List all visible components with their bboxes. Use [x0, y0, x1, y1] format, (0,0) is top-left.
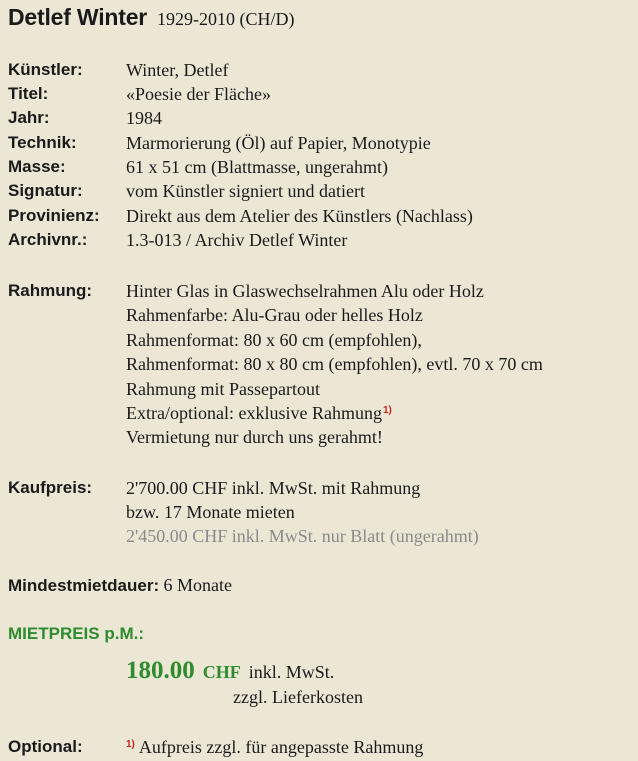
framing-line: Hinter Glas in Glaswechselrahmen Alu oder Holz: [126, 281, 484, 301]
detail-value: «Poesie der Fläche»: [126, 84, 271, 104]
rent-amount: 180.00: [126, 657, 195, 684]
detail-value: 1.3-013 / Archiv Detlef Winter: [126, 230, 348, 250]
detail-value: vom Künstler signiert und datiert: [126, 181, 365, 201]
detail-label: Künstler:: [8, 60, 83, 79]
purchase-label: Kaufpreis:: [8, 478, 93, 497]
delivery-note: zzgl. Lieferkosten: [233, 687, 363, 707]
purchase-price: 2'700.00 CHF inkl. MwSt. mit Rahmung: [126, 478, 421, 498]
detail-value: Direkt aus dem Atelier des Künstlers (Nachlass): [126, 206, 473, 226]
min-rent-label: Mindestmietdauer:: [8, 576, 160, 595]
framing-line: Rahmenformat: 80 x 60 cm (empfohlen),: [126, 330, 422, 350]
optional-label: Optional:: [8, 737, 83, 756]
artist-name: Detlef Winter: [8, 4, 148, 30]
detail-label: Signatur:: [8, 181, 83, 200]
framing-line-optional: [126, 403, 392, 424]
optional-value: [126, 737, 423, 758]
optional-text: Aufpreis zzgl. für angepasste Rahmung: [138, 737, 424, 757]
detail-value: 61 x 51 cm (Blattmasse, ungerahmt): [126, 157, 388, 177]
framing-label: Rahmung:: [8, 281, 93, 300]
rent-price: [126, 657, 334, 685]
footnote-marker: 1): [126, 739, 135, 750]
detail-label: Technik:: [8, 133, 77, 152]
detail-label: Provinienz:: [8, 206, 100, 225]
detail-label: Archivnr.:: [8, 230, 88, 249]
framing-line: Rahmung mit Passepartout: [126, 379, 320, 399]
detail-label: Masse:: [8, 157, 66, 176]
min-rent-row: [8, 575, 232, 599]
framing-line: Rahmenfarbe: Alu-Grau oder helles Holz: [126, 305, 423, 325]
rent-currency: CHF: [202, 662, 241, 682]
rent-tax-note: inkl. MwSt.: [248, 662, 335, 682]
detail-value: Winter, Detlef: [126, 60, 229, 80]
min-rent-value: 6 Monate: [163, 575, 232, 595]
framing-optional-text: Extra/optional: exklusive Rahmung: [126, 403, 382, 423]
purchase-rent-months: bzw. 17 Monate mieten: [126, 502, 295, 522]
detail-label: Jahr:: [8, 108, 50, 127]
detail-value: Marmorierung (Öl) auf Papier, Monotypie: [126, 133, 431, 153]
rent-price-label: MIETPREIS p.M.:: [8, 624, 144, 643]
framing-line: Vermietung nur durch uns gerahmt!: [126, 427, 383, 447]
framing-line: Rahmenformat: 80 x 80 cm (empfohlen), evtl. 70 x 70 cm: [126, 354, 543, 374]
detail-value: 1984: [126, 108, 162, 128]
page-title: [8, 4, 295, 31]
artist-years: 1929-2010 (CH/D): [157, 9, 295, 29]
footnote-marker: 1): [382, 405, 392, 416]
detail-label: Titel:: [8, 84, 49, 103]
purchase-price-unframed: 2'450.00 CHF inkl. MwSt. nur Blatt (ungerahmt): [126, 526, 479, 546]
